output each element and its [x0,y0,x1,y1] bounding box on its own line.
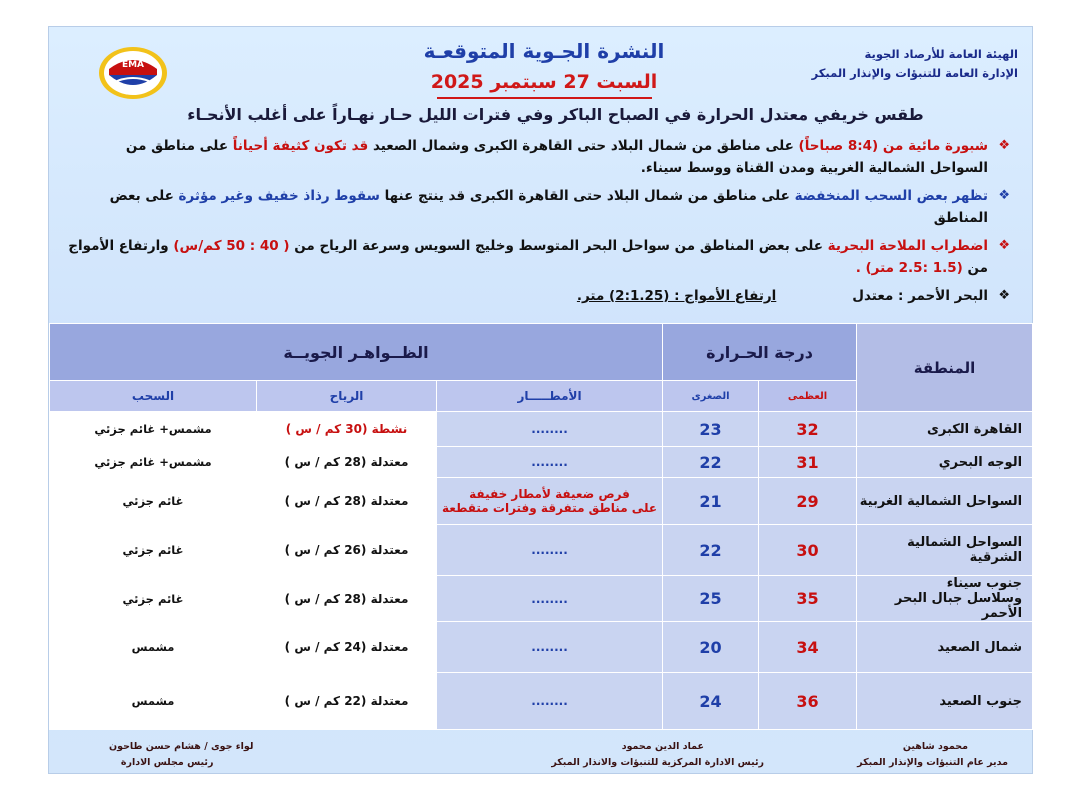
region-cell: القاهرة الكبرى [857,412,1033,447]
signatures-footer [49,733,1032,773]
table-row [50,576,1033,622]
region-cell: شمال الصعيد [857,622,1033,673]
min-temp-cell: 23 [663,412,759,447]
header-rain: الأمطـــــار [437,381,663,412]
sig2-title: رئيس الادارة المركزية للتنبؤات والانذار المبكر [551,757,764,768]
table-row [50,447,1033,478]
ema-logo [97,45,169,101]
max-temp-cell: 35 [759,576,857,622]
fog-bullet [63,135,1014,179]
header-wind: الرياح [257,381,437,412]
red-sea-waves: ارتفاع الأمواج : (2:1.25) متر. [576,288,777,304]
header-phenomena: الظــواهـر الجويــة [50,324,663,381]
max-temp-cell: 30 [759,525,857,576]
wind-cell: معتدلة (26 كم / س ) [257,525,437,576]
table-row [50,412,1033,447]
wind-cell: نشطة (30 كم / س ) [257,412,437,447]
min-temp-cell: 22 [663,447,759,478]
marine-text: اضطراب الملاحة البحرية [827,238,988,254]
date-underline [437,97,652,99]
clouds-text: تظهر بعض السحب المنخفضة [794,188,988,204]
org-line-2: الإدارة العامة للتنبؤات والإنذار المبكر [811,66,1018,80]
table-row [50,525,1033,576]
wind-speed: ( 40 : 50 كم/س) [173,238,290,254]
wave-height: (1.5 :2.5 متر) . [855,260,963,276]
rain-cell: ........ [437,412,663,447]
region-cell: السواحل الشمالية الغربية [857,478,1033,525]
header-cloud: السحب [50,381,257,412]
diamond-bullet-icon: ❖ [998,288,1010,303]
header-region: المنطقة [857,324,1033,412]
forecast-bullets [63,135,1014,313]
sig3-name: لواء جوى / هشام حسن طاحون [109,741,254,752]
wind-cell: معتدلة (22 كم / س ) [257,673,437,730]
bulletin-title: النشرة الجـوية المتوقعـة [423,39,665,63]
signature-1 [857,739,1008,771]
header-min: الصغرى [663,381,759,412]
table-row [50,673,1033,730]
max-temp-cell: 36 [759,673,857,730]
sig2-name: عماد الدين محمود [621,741,704,752]
cloud-cell: مشمس+ غائم جزئي [50,447,257,478]
red-sea-state: البحر الأحمر : معتدل [852,288,988,304]
wind-cell: معتدلة (28 كم / س ) [257,478,437,525]
fog-time: شبورة مائية من (8:4 صباحاً) [798,138,988,154]
min-temp-cell: 25 [663,576,759,622]
max-temp-cell: 34 [759,622,857,673]
min-temp-cell: 21 [663,478,759,525]
forecast-table [49,323,1033,730]
min-temp-cell: 24 [663,673,759,730]
bulletin-header [49,27,1032,127]
region-cell: السواحل الشمالية الشرقية [857,525,1033,576]
cloud-cell: مشمس+ غائم جزئي [50,412,257,447]
region-line-1: جنوب سيناء [946,576,1023,591]
cloud-cell: غائم جزئي [50,525,257,576]
min-temp-cell: 20 [663,622,759,673]
rain-cell: ........ [437,525,663,576]
drizzle-text: سقوط رذاذ خفيف وغير مؤثرة [178,188,380,204]
drizzle-areas: على بعض المناطق [109,188,988,226]
max-temp-cell: 31 [759,447,857,478]
clouds-bullet [63,185,1014,229]
marine-areas: على بعض المناطق من سواحل البحر المتوسط وخليج السويس وسرعة الرياح من [294,238,823,254]
table-row [50,478,1033,525]
marine-bullet [63,235,1014,279]
diamond-bullet-icon: ❖ [998,238,1010,253]
diamond-bullet-icon: ❖ [998,138,1010,153]
fog-areas: على مناطق من شمال البلاد حتى القاهرة الكبرى وشمال الصعيد [372,138,794,154]
bulletin-sheet [48,26,1033,774]
sig3-title: رئيس مجلس الادارة [120,757,214,768]
max-temp-cell: 32 [759,412,857,447]
signature-2 [551,739,764,771]
header-temperature: درجة الحـرارة [663,324,857,381]
fog-dense: قد تكون كثيفة أحياناً [232,138,369,154]
cloud-cell: مشمس [50,622,257,673]
organization-name [812,45,1018,83]
rain-cell: ........ [437,622,663,673]
wind-cell: معتدلة (24 كم / س ) [257,622,437,673]
wind-cell: معتدلة (28 كم / س ) [257,447,437,478]
logo-text: EMA [121,60,145,70]
signature-3 [109,739,253,771]
rain-cell [437,478,663,525]
rain-line-2: على مناطق متفرقة وفترات متقطعة [442,501,658,515]
bulletin-date: السبت 27 سبتمبر 2025 [430,71,658,93]
red-sea-bullet [63,285,1014,307]
rain-cell: ........ [437,576,663,622]
diamond-bullet-icon: ❖ [998,188,1010,203]
clouds-areas: على مناطق من شمال البلاد حتى القاهرة الكبرى قد ينتج عنها [384,188,790,204]
cloud-cell: غائم جزئي [50,478,257,525]
region-line-2: وسلاسل جبال البحر الأحمر [894,591,1023,621]
rain-line-1: فرص ضعيفة لأمطار خفيفة [469,487,630,501]
header-max: العظمى [759,381,857,412]
sig1-title: مدير عام التنبؤات والإنذار المبكر [857,757,1008,768]
max-temp-cell: 29 [759,478,857,525]
rain-cell: ........ [437,447,663,478]
org-line-1: الهيئة العامة للأرصاد الجوية [864,47,1018,61]
cloud-cell: مشمس [50,673,257,730]
region-cell [857,576,1033,622]
cloud-cell: غائم جزئي [50,576,257,622]
wind-cell: معتدلة (28 كم / س ) [257,576,437,622]
min-temp-cell: 22 [663,525,759,576]
region-cell: جنوب الصعيد [857,673,1033,730]
fog-areas-2: على مناطق من السواحل الشمالية الغربية ومدن القناة ووسط سيناء. [125,138,988,176]
rain-cell: ........ [437,673,663,730]
table-row [50,622,1033,673]
region-cell: الوجه البحري [857,447,1033,478]
sig1-name: محمود شاهين [902,741,968,752]
bulletin-subtitle: طقس خريفي معتدل الحرارة في الصباح الباكر وفي فترات الليل حـار نهـاراً على أغلب الأنحـاء [187,105,924,124]
wave-label: وارتفاع الأمواج من [68,238,988,276]
